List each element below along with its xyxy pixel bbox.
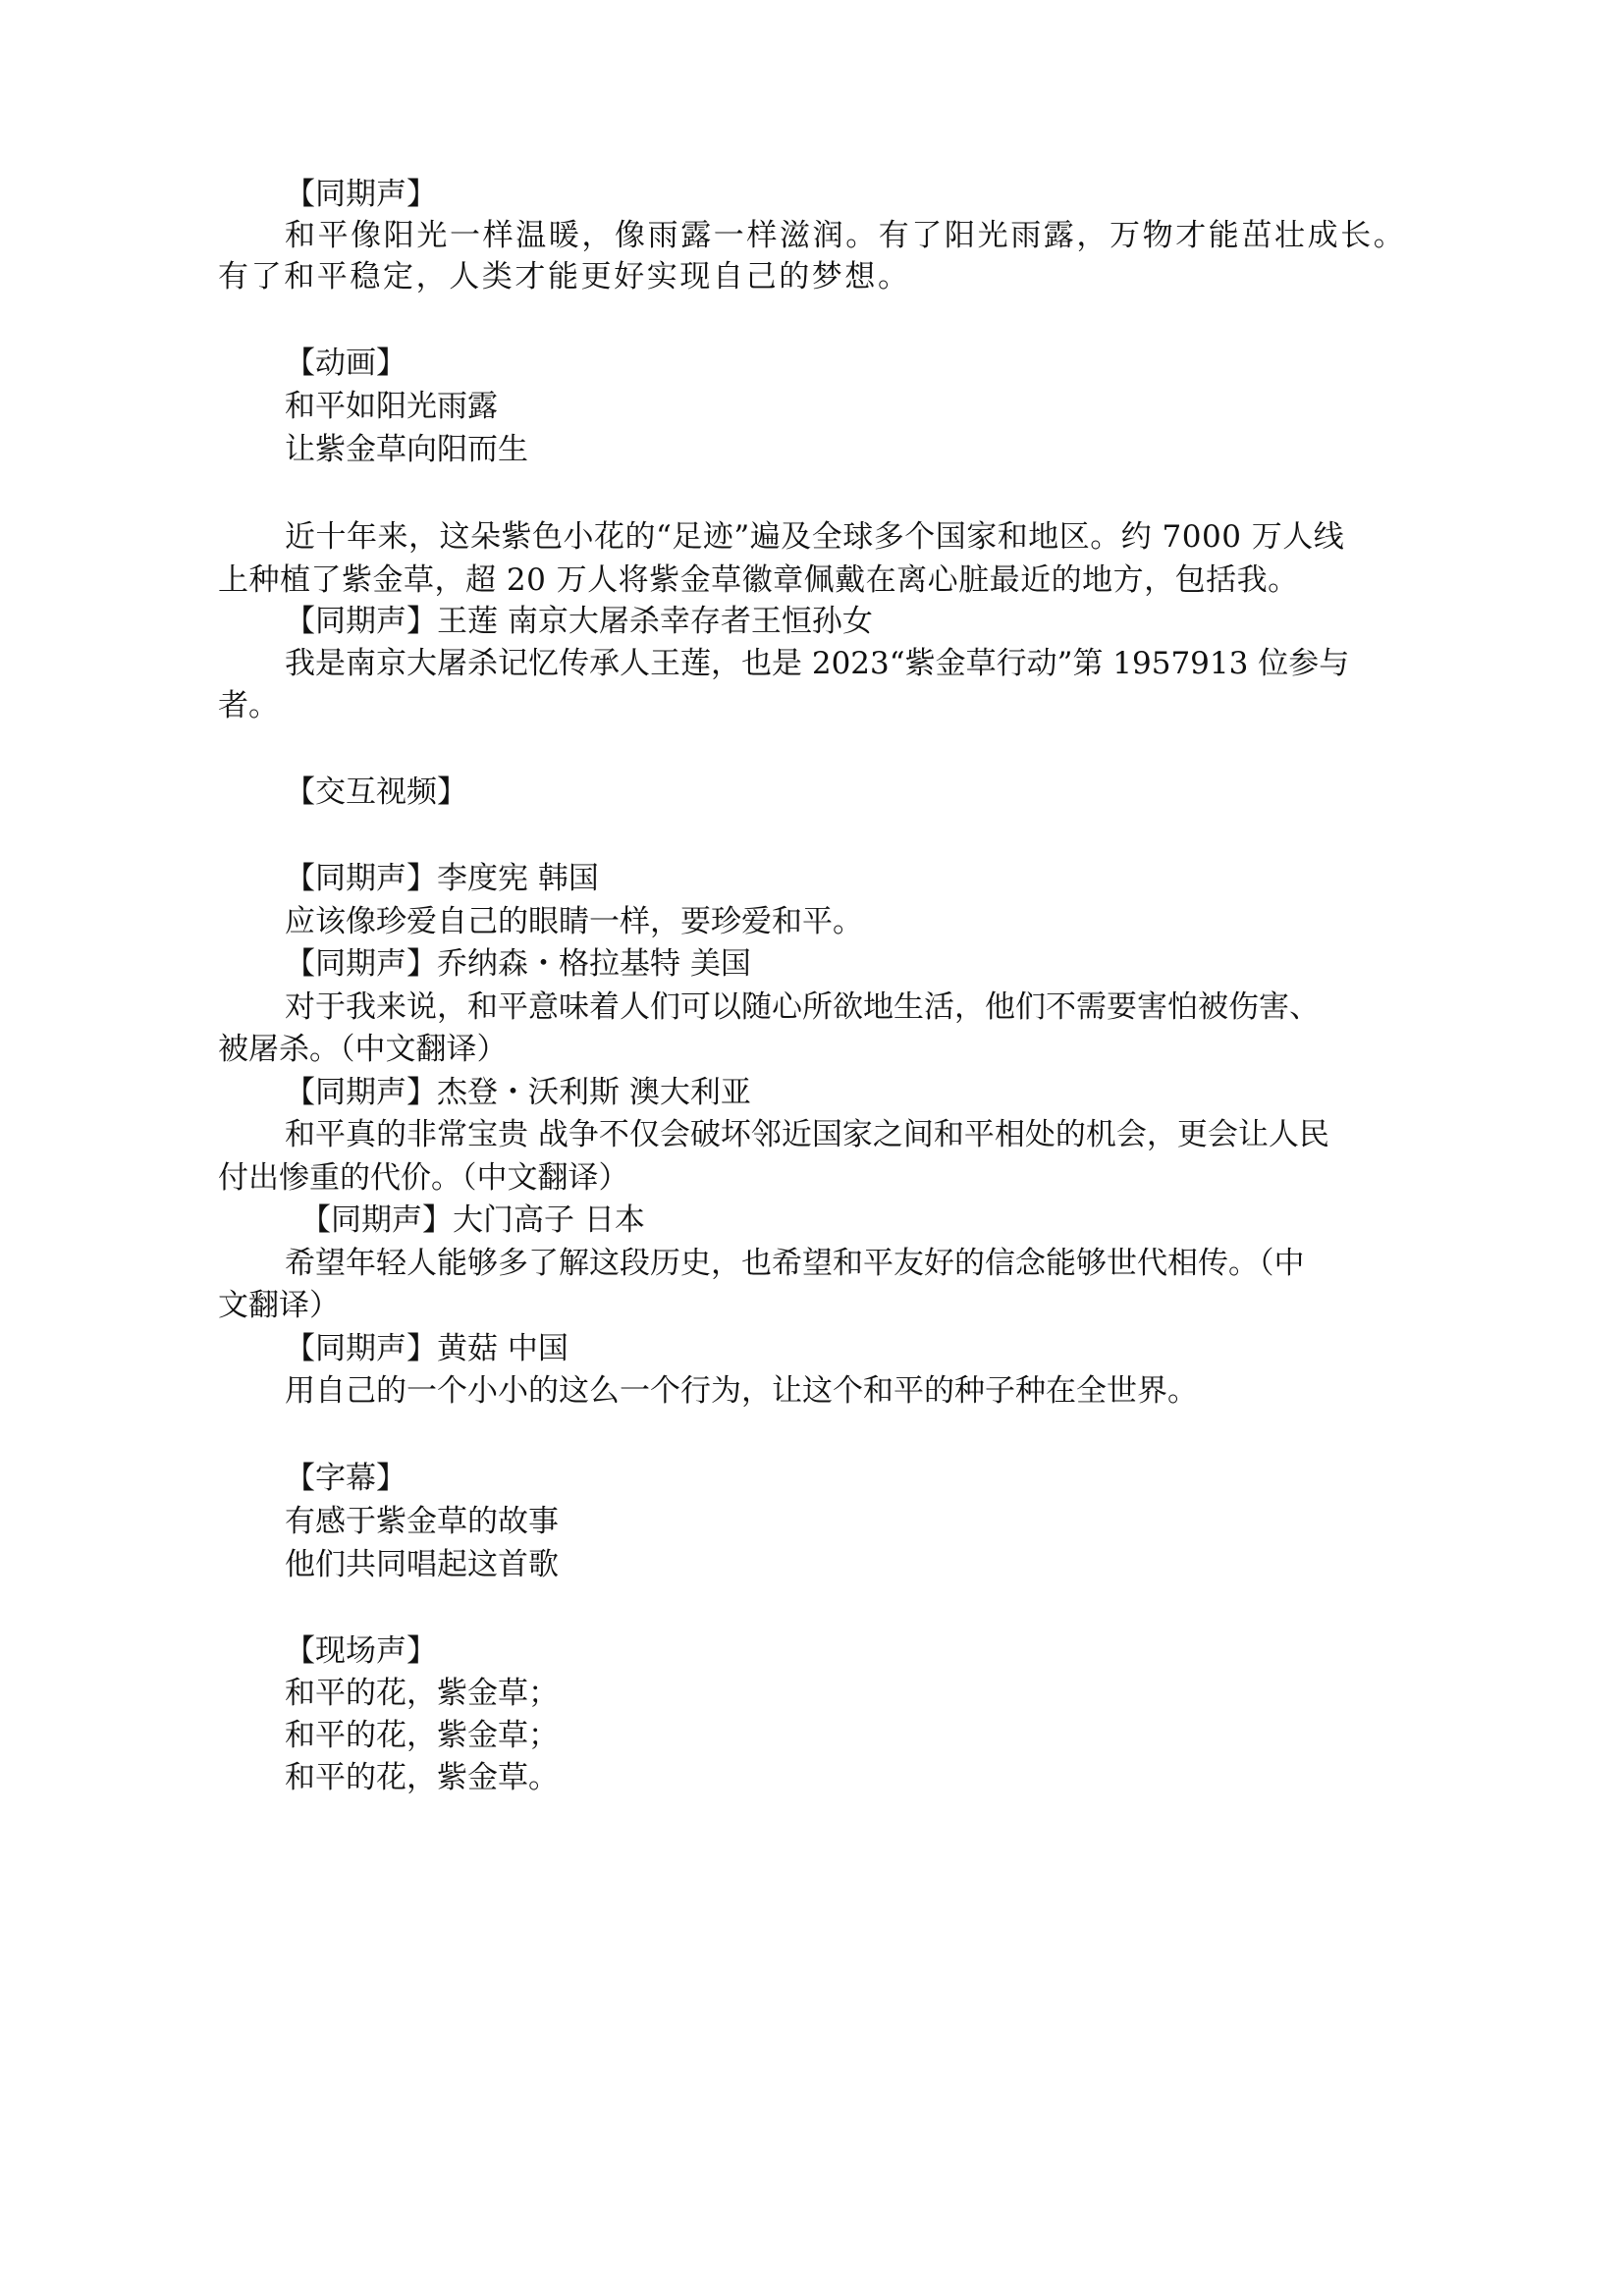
subtitle-line: 有感于紫金草的故事 (285, 1504, 559, 1539)
lyric-line: 和平的花，紫金草； (285, 1676, 559, 1711)
section-heading-subtitles: 【字幕】 (285, 1461, 406, 1496)
section-heading-live-sound: 【现场声】 (285, 1633, 437, 1669)
paragraph-line: 和平像阳光一样温暖，像雨露一样滋润。有了阳光雨露，万物才能茁壮成长。 (285, 218, 1407, 253)
sync-sound-speaker: 【同期声】王莲 南京大屠杀幸存者王恒孙女 (285, 604, 873, 639)
quote-line: 希望年轻人能够多了解这段历史，也希望和平友好的信念能够世代相传。（中 (285, 1246, 1305, 1281)
quote-line: 对于我来说，和平意味着人们可以随心所欲地生活，他们不需要害怕被伤害、 (285, 989, 1320, 1025)
section-heading-animation: 【动画】 (285, 346, 406, 381)
paragraph-line: 有了和平稳定，人类才能更好实现自己的梦想。 (218, 259, 911, 294)
narration-line: 近十年来，这朵紫色小花的“足迹”遍及全球多个国家和地区。约 7000 万人线 (285, 519, 1345, 555)
lyric-line: 和平的花，紫金草。 (285, 1760, 559, 1795)
quote-line: 用自己的一个小小的这么一个行为，让这个和平的种子种在全世界。 (285, 1373, 1198, 1409)
quote-line: 文翻译） (218, 1288, 340, 1323)
section-heading-interactive-video: 【交互视频】 (285, 774, 467, 810)
section-heading-sync-sound: 【同期声】 (285, 177, 437, 212)
quote-line: 被屠杀。（中文翻译） (218, 1032, 508, 1067)
subtitle-line: 他们共同唱起这首歌 (285, 1547, 559, 1582)
paragraph-line: 我是南京大屠杀记忆传承人王莲，也是 2023“紫金草行动”第 1957913 位参与 (285, 646, 1350, 681)
quote-line: 和平真的非常宝贵 战争不仅会破坏邻近国家之间和平相处的机会，更会让人民 (285, 1117, 1329, 1152)
animation-line: 和平如阳光雨露 (285, 389, 498, 424)
quote-line: 付出惨重的代价。（中文翻译） (218, 1160, 629, 1196)
paragraph-line: 者。 (218, 688, 279, 723)
sync-sound-speaker: 【同期声】大门高子 日本 (300, 1202, 645, 1238)
narration-line: 上种植了紫金草，超 20 万人将紫金草徽章佩戴在离心脏最近的地方，包括我。 (218, 562, 1299, 598)
sync-sound-speaker: 【同期声】黄菇 中国 (285, 1331, 568, 1366)
sync-sound-speaker: 【同期声】李度宪 韩国 (285, 861, 599, 896)
animation-line: 让紫金草向阳而生 (285, 432, 528, 467)
sync-sound-speaker: 【同期声】杰登・沃利斯 澳大利亚 (285, 1075, 751, 1110)
lyric-line: 和平的花，紫金草； (285, 1718, 559, 1753)
quote-line: 应该像珍爱自己的眼睛一样，要珍爱和平。 (285, 904, 863, 939)
sync-sound-speaker: 【同期声】乔纳森・格拉基特 美国 (285, 946, 751, 982)
